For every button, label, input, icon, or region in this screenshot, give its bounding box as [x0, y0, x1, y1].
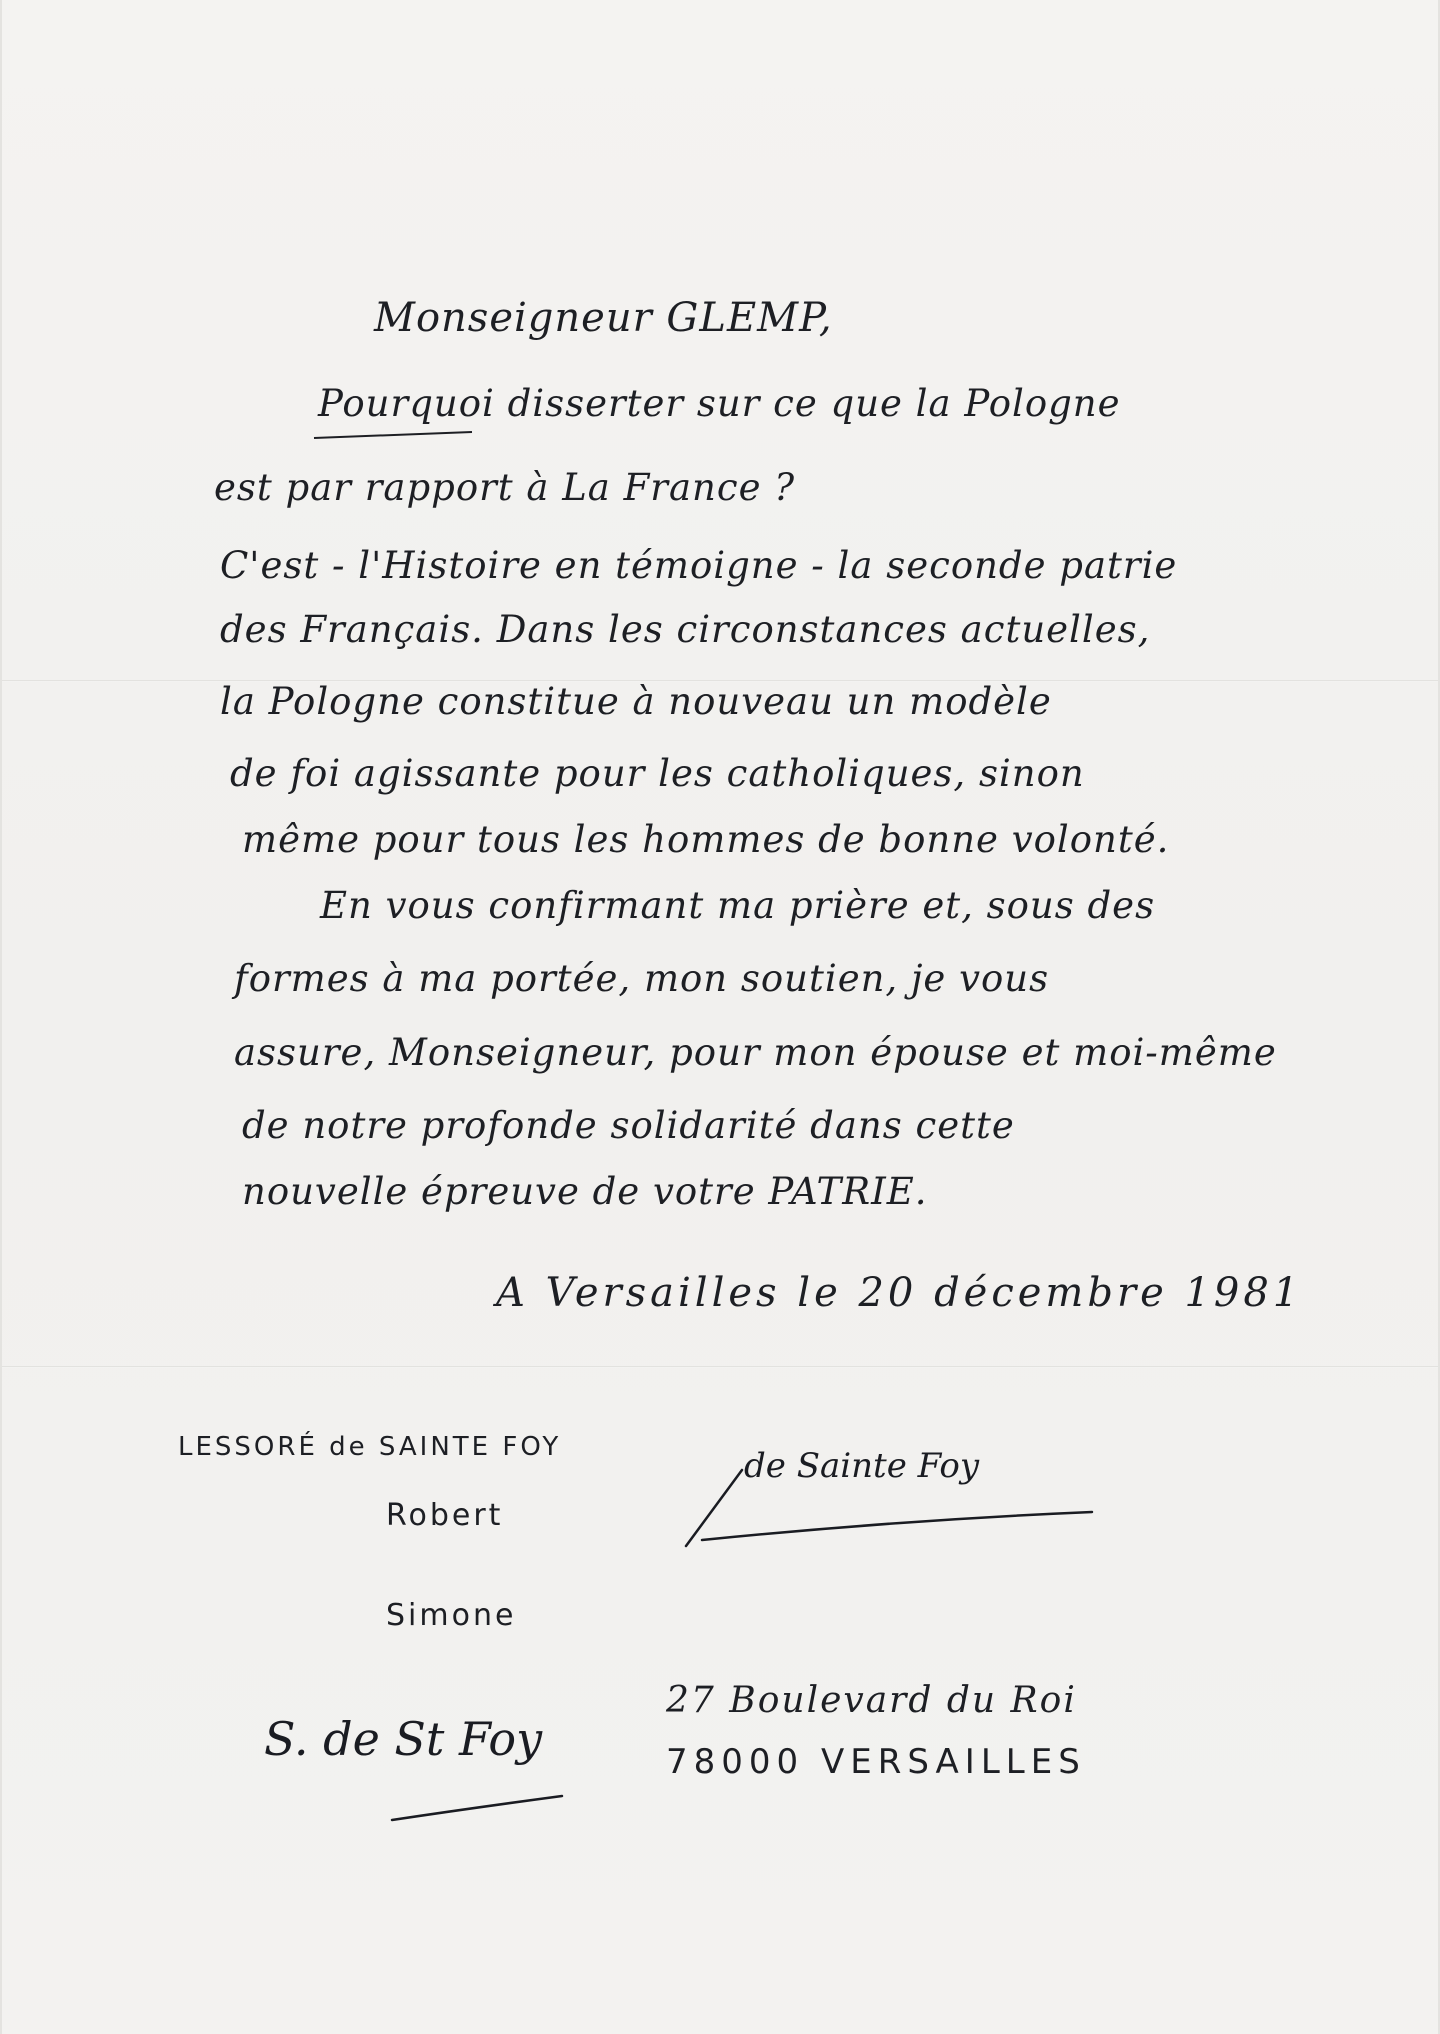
body-line: formes à ma portée, mon soutien, je vous — [234, 957, 1050, 1000]
body-line: de foi agissante pour les catholiques, sinon — [230, 752, 1085, 795]
signature-simone-underline — [392, 1796, 562, 1820]
salutation: Monseigneur GLEMP, — [374, 295, 833, 341]
family-name: LESSORÉ de SAINTE FOY — [178, 1432, 562, 1462]
body-line: assure, Monseigneur, pour mon épouse et moi-même — [234, 1031, 1277, 1074]
first-name-robert: Robert — [386, 1498, 504, 1533]
address-postal-city: 78000 VERSAILLES — [666, 1742, 1086, 1782]
body-line: En vous confirmant ma prière et, sous des — [320, 884, 1156, 927]
signature-robert — [744, 1446, 979, 1486]
body-line: de notre profonde solidarité dans cette — [242, 1104, 1015, 1147]
first-name-simone: Simone — [386, 1598, 517, 1633]
body-line: Pourquoi disserter sur ce que la Pologne — [318, 382, 1121, 425]
body-line: est par rapport à La France ? — [214, 466, 796, 509]
fold-line-lower — [2, 1366, 1440, 1368]
signature-simone — [264, 1712, 542, 1766]
body-line: C'est - l'Histoire en témoigne - la seconde patrie — [220, 544, 1178, 587]
place-and-date: A Versailles le 20 décembre 1981 — [496, 1270, 1303, 1316]
pourquoi-underline — [314, 432, 472, 438]
body-line: la Pologne constitue à nouveau un modèle — [220, 680, 1052, 723]
address-street: 27 Boulevard du Roi — [666, 1680, 1077, 1721]
signature-robert-text: de Sainte Foy — [744, 1446, 980, 1486]
body-line: des Français. Dans les circonstances actuelles, — [220, 608, 1151, 651]
body-line: même pour tous les hommes de bonne volonté. — [242, 818, 1170, 861]
signature-simone-text: S. de St Foy — [264, 1712, 543, 1766]
body-line: nouvelle épreuve de votre PATRIE. — [242, 1170, 928, 1213]
